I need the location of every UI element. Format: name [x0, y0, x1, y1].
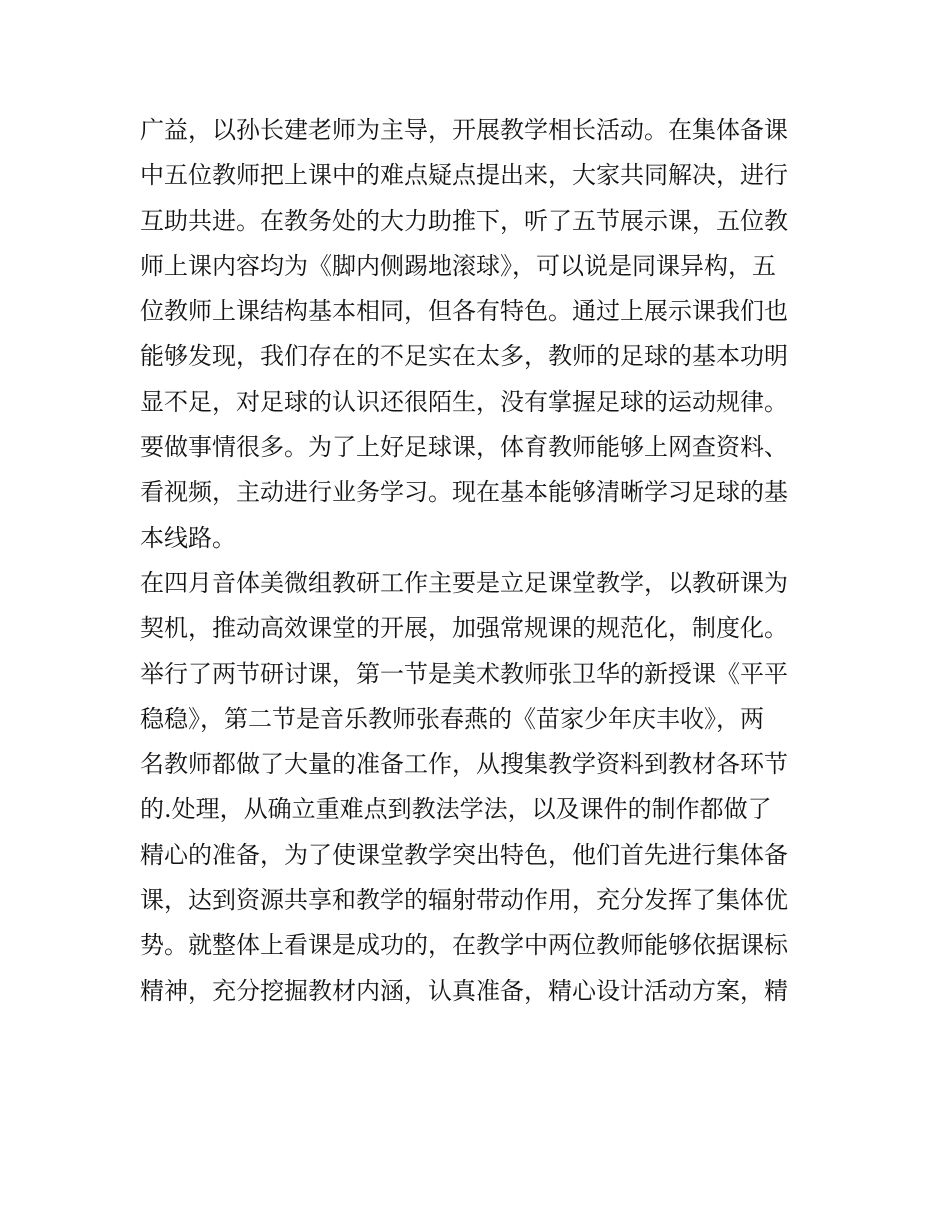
- text-line: 契机，推动高效课堂的开展，加强常规课的规范化，制度化。: [140, 614, 788, 643]
- text-line: 中五位教师把上课中的难点疑点提出来，大家共同解决，进行: [140, 161, 788, 190]
- text-line: 在四月音体美微组教研工作主要是立足课堂教学，以教研课为: [140, 568, 788, 597]
- text-line: 稳稳》，第二节是音乐教师张春燕的《苗家少年庆丰收》，两: [140, 704, 764, 733]
- text-line: 师上课内容均为《脚内侧踢地滚球》，可以说是同课异构，五: [140, 251, 776, 280]
- text-line: 互助共进。在教务处的大力助推下，听了五节展示课，五位教: [140, 206, 788, 235]
- text-line: 举行了两节研讨课，第一节是美术教师张卫华的新授课《平平: [140, 659, 788, 688]
- text-line: 广益，以孙长建老师为主导，开展教学相长活动。在集体备课: [140, 116, 788, 144]
- text-line: 能够发现，我们存在的不足实在太多，教师的足球的基本功明: [140, 342, 788, 371]
- text-line: 显不足，对足球的认识还很陌生，没有掌握足球的运动规律。: [140, 387, 788, 416]
- text-line: 要做事情很多。为了上好足球课，体育教师能够上网查资料、: [140, 433, 788, 462]
- text-line: 的.处理，从确立重难点到教法学法，以及课件的制作都做了: [140, 795, 772, 824]
- text-line: 精心的准备，为了使课堂教学突出特色，他们首先进行集体备: [140, 840, 788, 869]
- text-line: 课，达到资源共享和教学的辐射带动作用，充分发挥了集体优: [140, 886, 788, 915]
- text-line: 看视频，主动进行业务学习。现在基本能够清晰学习足球的基: [140, 478, 788, 507]
- body-text: [140, 108, 820, 1014]
- text-line: 名教师都做了大量的准备工作，从搜集教学资料到教材各环节: [140, 750, 788, 779]
- text-line: 本线路。: [140, 523, 236, 552]
- text-line: 位教师上课结构基本相同，但各有特色。通过上展示课我们也: [140, 297, 788, 326]
- text-line: 精神，充分挖掘教材内涵，认真准备，精心设计活动方案，精: [140, 976, 788, 1005]
- text-line: 势。就整体上看课是成功的，在教学中两位教师能够依据课标: [140, 931, 788, 960]
